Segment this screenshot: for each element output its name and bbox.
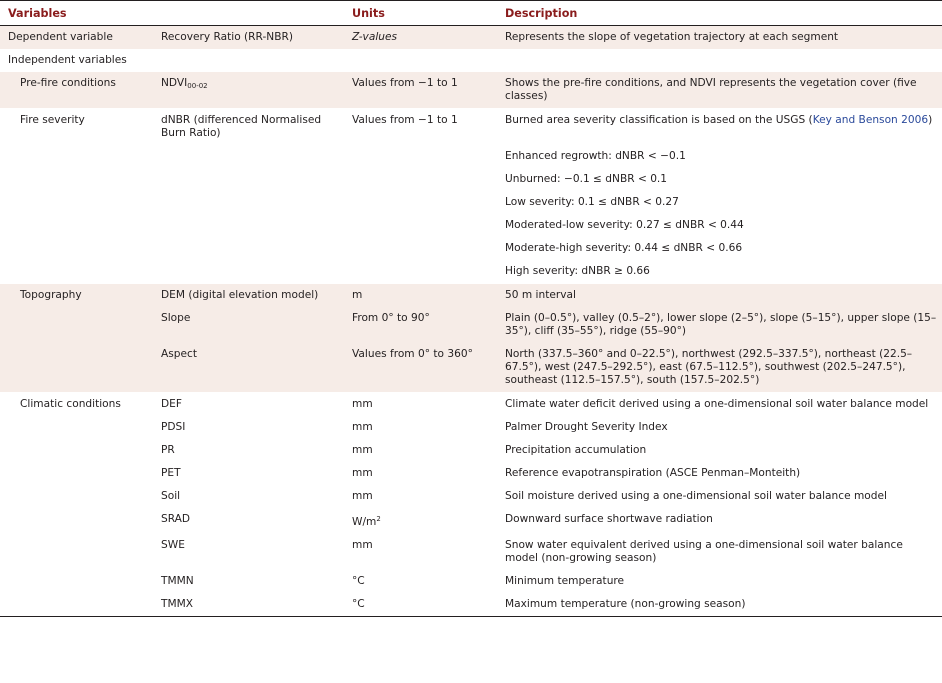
climate-description: Snow water equivalent derived using a one-dimensional soil water balance model (non-growing season) [505,539,903,564]
climate-units: mm [352,421,373,433]
dependent-units: Z-values [344,26,497,50]
header-blank [153,1,344,26]
prefire-description: Shows the pre-fire conditions, and NDVI represents the vegetation cover (five classes) [497,72,942,109]
climate-row [0,462,942,485]
climate-description: Downward surface shortwave radiation [505,513,713,525]
topography-name: Slope [153,307,344,343]
climate-row [0,485,942,508]
climate-name: SRAD [161,513,191,525]
fire-class-row [0,260,942,284]
climate-units-sup: 2 [376,515,381,523]
climate-row [0,534,942,570]
prefire-units: Values from −1 to 1 [344,72,497,109]
independent-row [0,49,942,72]
topography-description: North (337.5–360° and 0–22.5°), northwest (292.5–337.5°), northeast (22.5–67.5°), west (247.5–292.5°), east (67.5–112.5°), southwest (202.5–247.5°), southeast (112.5–157.5°), south (157.5–202.5°) [497,343,942,393]
climate-description: Maximum temperature (non-growing season) [497,593,942,617]
fire-desc-pre: Burned area severity classification is based on the USGS ( [505,114,813,126]
climate-name: PR [161,444,175,456]
fire-class: Moderated-low severity: 0.27 ≤ dNBR < 0.44 [505,219,744,231]
climate-name: PET [161,467,181,479]
independent-label: Independent variables [8,54,127,66]
header-description: Description [497,1,942,26]
fire-class: Enhanced regrowth: dNBR < −0.1 [505,150,686,162]
topography-units: From 0° to 90° [344,307,497,343]
prefire-name-sub: 00-02 [187,82,208,90]
climate-description: Soil moisture derived using a one-dimensional soil water balance model [505,490,887,502]
climate-description: Reference evapotranspiration (ASCE Penman–Monteith) [505,467,801,479]
climate-units: mm [344,393,497,417]
prefire-name [153,72,344,109]
climate-row [0,393,942,417]
climate-units: mm [352,444,373,456]
dependent-name: Recovery Ratio (RR-NBR) [153,26,344,50]
climate-name: TMMN [161,575,194,587]
fire-row [0,109,942,146]
climate-description: Precipitation accumulation [505,444,647,456]
topography-row [0,284,942,308]
dependent-label: Dependent variable [0,26,153,50]
fire-class-row [0,214,942,237]
prefire-row [0,72,942,109]
topography-description: 50 m interval [497,284,942,308]
dependent-row [0,26,942,50]
climate-units: mm [352,539,373,551]
fire-class-row [0,168,942,191]
climate-row [0,416,942,439]
topography-description: Plain (0–0.5°), valley (0.5–2°), lower slope (2–5°), slope (5–15°), upper slope (15–35°), cliff (35–55°), ridge (55–90°) [497,307,942,343]
climate-units: °C [344,593,497,617]
climate-units [344,508,497,534]
climate-units-main: W/m [352,516,377,528]
topography-row [0,307,942,343]
prefire-name-main: NDVI [161,77,188,89]
dependent-description: Represents the slope of vegetation trajectory at each segment [497,26,942,50]
fire-class-row [0,237,942,260]
climate-description: Climate water deficit derived using a one-dimensional soil water balance model [497,393,942,417]
fire-name: dNBR (differenced Normalised Burn Ratio) [153,109,344,146]
climate-name: SWE [161,539,185,551]
climate-units: °C [352,575,365,587]
topography-units: Values from 0° to 360° [344,343,497,393]
climate-name: DEF [153,393,344,417]
topography-name: DEM (digital elevation model) [153,284,344,308]
fire-description [497,109,942,146]
fire-group: Fire severity [0,109,153,146]
climate-row [0,508,942,534]
topography-row [0,343,942,393]
header-units: Units [344,1,497,26]
climate-name: TMMX [153,593,344,617]
fire-class: Unburned: −0.1 ≤ dNBR < 0.1 [505,173,668,185]
fire-class: High severity: dNBR ≥ 0.66 [505,265,650,277]
climate-units: mm [352,490,373,502]
topography-units: m [344,284,497,308]
fire-class-row [0,191,942,214]
climate-units: mm [352,467,373,479]
climate-row [0,570,942,593]
fire-units: Values from −1 to 1 [344,109,497,146]
fire-class: Low severity: 0.1 ≤ dNBR < 0.27 [505,196,679,208]
topography-group: Topography [0,284,153,308]
climate-name: Soil [161,490,181,502]
climate-row [0,593,942,617]
fire-class-row [0,145,942,168]
fire-class: Moderate-high severity: 0.44 ≤ dNBR < 0.66 [505,242,743,254]
climate-description: Minimum temperature [505,575,625,587]
fire-desc-post: ) [928,114,933,126]
fire-desc-link[interactable]: Key and Benson 2006 [812,114,929,126]
climate-description: Palmer Drought Severity Index [505,421,668,433]
header-row [0,1,942,26]
climate-row [0,439,942,462]
prefire-group: Pre-fire conditions [0,72,153,109]
climate-name: PDSI [161,421,186,433]
topography-name: Aspect [153,343,344,393]
climate-group: Climatic conditions [0,393,153,417]
header-variables: Variables [0,1,153,26]
